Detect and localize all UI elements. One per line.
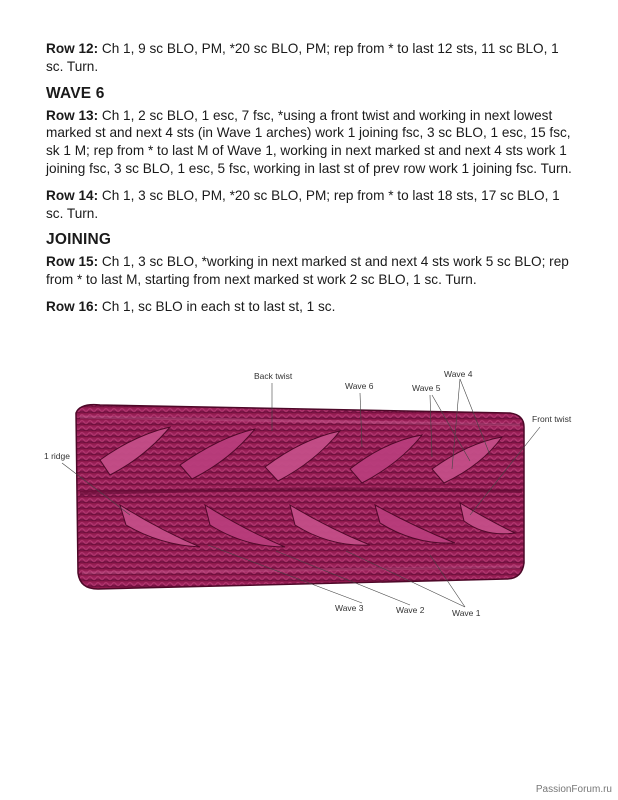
row-12: Row 12: Ch 1, 9 sc BLO, PM, *20 sc BLO, PM; rep from * to last 12 sts, 11 sc BLO, 1 sc. Turn. [46, 41, 559, 74]
row-13: Row 13: Ch 1, 2 sc BLO, 1 esc, 7 fsc, *using a front twist and working in next lowest marked st and next 4 sts (in Wave 1 arches) work 1 joining fsc, 3 sc BLO, 1 esc, 15 fsc, sk 1 M; rep from * to last M of Wave 1, working in next marked st and next 4 sts work 1 joining fsc, 3 sc BLO, 1 esc, 5 fsc, working in last st of prev row work 1 joining fsc. Turn. [46, 107, 572, 176]
headband-body [76, 405, 524, 589]
watermark: PassionForum.ru [535, 784, 612, 795]
label-wave-3: Wave 3 [335, 603, 364, 613]
label-wave-2: Wave 2 [396, 605, 425, 615]
row-15: Row 15: Ch 1, 3 sc BLO, *working in next marked st and next 4 sts work 5 sc BLO; rep from * to last M, starting from next marked st work 2 sc BLO, 1 sc. Turn. [46, 254, 569, 288]
pattern-text [46, 40, 576, 325]
label-front-twist: Front twist [532, 414, 572, 424]
heading-wave-6: WAVE 6 [46, 84, 105, 102]
label-wave-6: Wave 6 [345, 381, 374, 391]
row-14: Row 14: Ch 1, 3 sc BLO, PM, *20 sc BLO, PM; rep from * to last 18 sts, 17 sc BLO, 1 sc. Turn. [46, 187, 560, 221]
label-wave-1: Wave 1 [452, 608, 481, 618]
headband-illustration [40, 365, 580, 625]
label-one-ridge: 1 ridge [44, 451, 70, 461]
label-wave-5: Wave 5 [412, 383, 441, 393]
headband-photo [40, 365, 580, 625]
label-wave-4: Wave 4 [444, 369, 473, 379]
row-16: Row 16: Ch 1, sc BLO in each st to last st, 1 sc. [46, 298, 336, 314]
label-back-twist: Back twist [254, 371, 293, 381]
heading-joining: JOINING [46, 231, 112, 249]
